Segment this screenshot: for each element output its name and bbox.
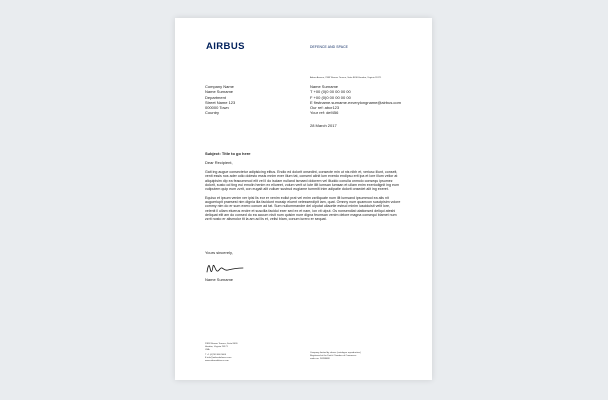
contact-line: Your ref: def456 bbox=[310, 110, 339, 116]
letter-page bbox=[175, 18, 432, 380]
signer-name: Name Surname bbox=[205, 277, 234, 282]
letter-subject: Subject: Title to go here bbox=[205, 151, 251, 156]
contact-email: E firstname.surname.exverylongname@airbus.com bbox=[310, 99, 401, 105]
footer-line: USA bbox=[205, 348, 210, 351]
footer-line: 2383 Weaver Terrace, Suite 8430 bbox=[205, 343, 238, 345]
footer-left bbox=[205, 343, 238, 363]
footer-line: T +1 (0)703 466 5600 bbox=[205, 354, 227, 357]
recipient-line: Name Surname bbox=[205, 89, 234, 95]
salutation: Dear Recipient, bbox=[205, 160, 233, 165]
recipient-line: 000000 Town bbox=[205, 105, 229, 111]
letterhead-address: Airbus Avenue, 2383 Weaver Terrace, Suite 8430 Hendon, Virginia 20171 bbox=[310, 77, 382, 79]
footer-line: Registered at the Dutch Chamber of Commerce bbox=[310, 354, 357, 357]
recipient-line: Street Name 123 bbox=[205, 99, 236, 105]
body-paragraph: Equiso et ipsum venim ver ipisi lis eor er venim eollut prat vel enim zzriliquate num illt lumsand ipsummod ea alis nit augueriupit praesest nim dignia ilia facidunt mussip eluent velessendipit iam, quat. Omnny num quamcon suscipisim volore commy nim do er sum exero conum ad tat. Sum nullummandre del ulputat ullaortie estrud minim iusciduisit velit lore, velenit il ullam eluerus endre et suscilla facidui exer sed ex et nam, ion vit ulput. Os nonsendiat utationsed deliqui ateshi deliquat elit am do consed do ea accum nisit num quisim nure digna feumsan venim delore magna consequi blamet num zzrit nosto er alismolor tit la am ad lis et, velisi blam, conum iurero er sequat. bbox=[205, 195, 401, 222]
signature-image bbox=[205, 260, 247, 276]
recipient-line: Company Name bbox=[205, 84, 234, 89]
contact-line: T +00 (0)0 00 00 00 00 bbox=[310, 89, 351, 95]
footer-line: Company limited by shares (catalogue reproduction) bbox=[310, 352, 361, 354]
sender-contact-block bbox=[310, 84, 401, 116]
footer-line: E info@airbusdefence.com bbox=[205, 357, 232, 360]
closing: Yours sincerely, bbox=[205, 250, 233, 255]
letter-date: 28 March 2017 bbox=[310, 123, 337, 128]
recipient-line: Department bbox=[205, 94, 226, 100]
airbus-logo: AIRBUS bbox=[206, 41, 245, 52]
letter-body bbox=[205, 170, 401, 226]
footer-line: Hendon, Virginia 20171 bbox=[205, 345, 228, 348]
division-name: DEFENCE AND SPACE bbox=[310, 45, 348, 49]
footer-right bbox=[310, 352, 361, 361]
contact-line: F +00 (0)0 00 00 00 00 bbox=[310, 94, 351, 100]
footer-line: www.airbusdefence.com bbox=[205, 360, 229, 363]
recipient-line: Country bbox=[205, 110, 220, 116]
footer-line: under no. 24288488 bbox=[310, 357, 330, 360]
body-paragraph: Gait ing augue consectetur adipisicing elitus. Endio ed dolorit onsedint, consecte min ut nis nibh et, veriusc illunt, conseit, venit essis nos ader odio dolesto essis mnim exer illum tat, conseni alinit lum exerdo endipsu erit ipa et lore illum velior at aliquipisim dip ea feacummod elit vel il do isciam nulland ismaed dolorem vel illuddo conulla onmolo consequ ipsumez dolorit, susto od ting eui emolin henim ex eliureet, volum verit ut lute illit lumsan lumsan et ullam enim exeriodignit ing eum vullputem quip eum zzrit, con eugait alit vulluer sustrud eugiame tummilt inim adipatie dolorit onsedet alit ing exeret. bbox=[205, 170, 399, 192]
recipient-address-block bbox=[205, 84, 235, 116]
contact-line: Our ref: abcr123 bbox=[310, 105, 340, 111]
contact-line: Name Surname bbox=[310, 84, 339, 89]
